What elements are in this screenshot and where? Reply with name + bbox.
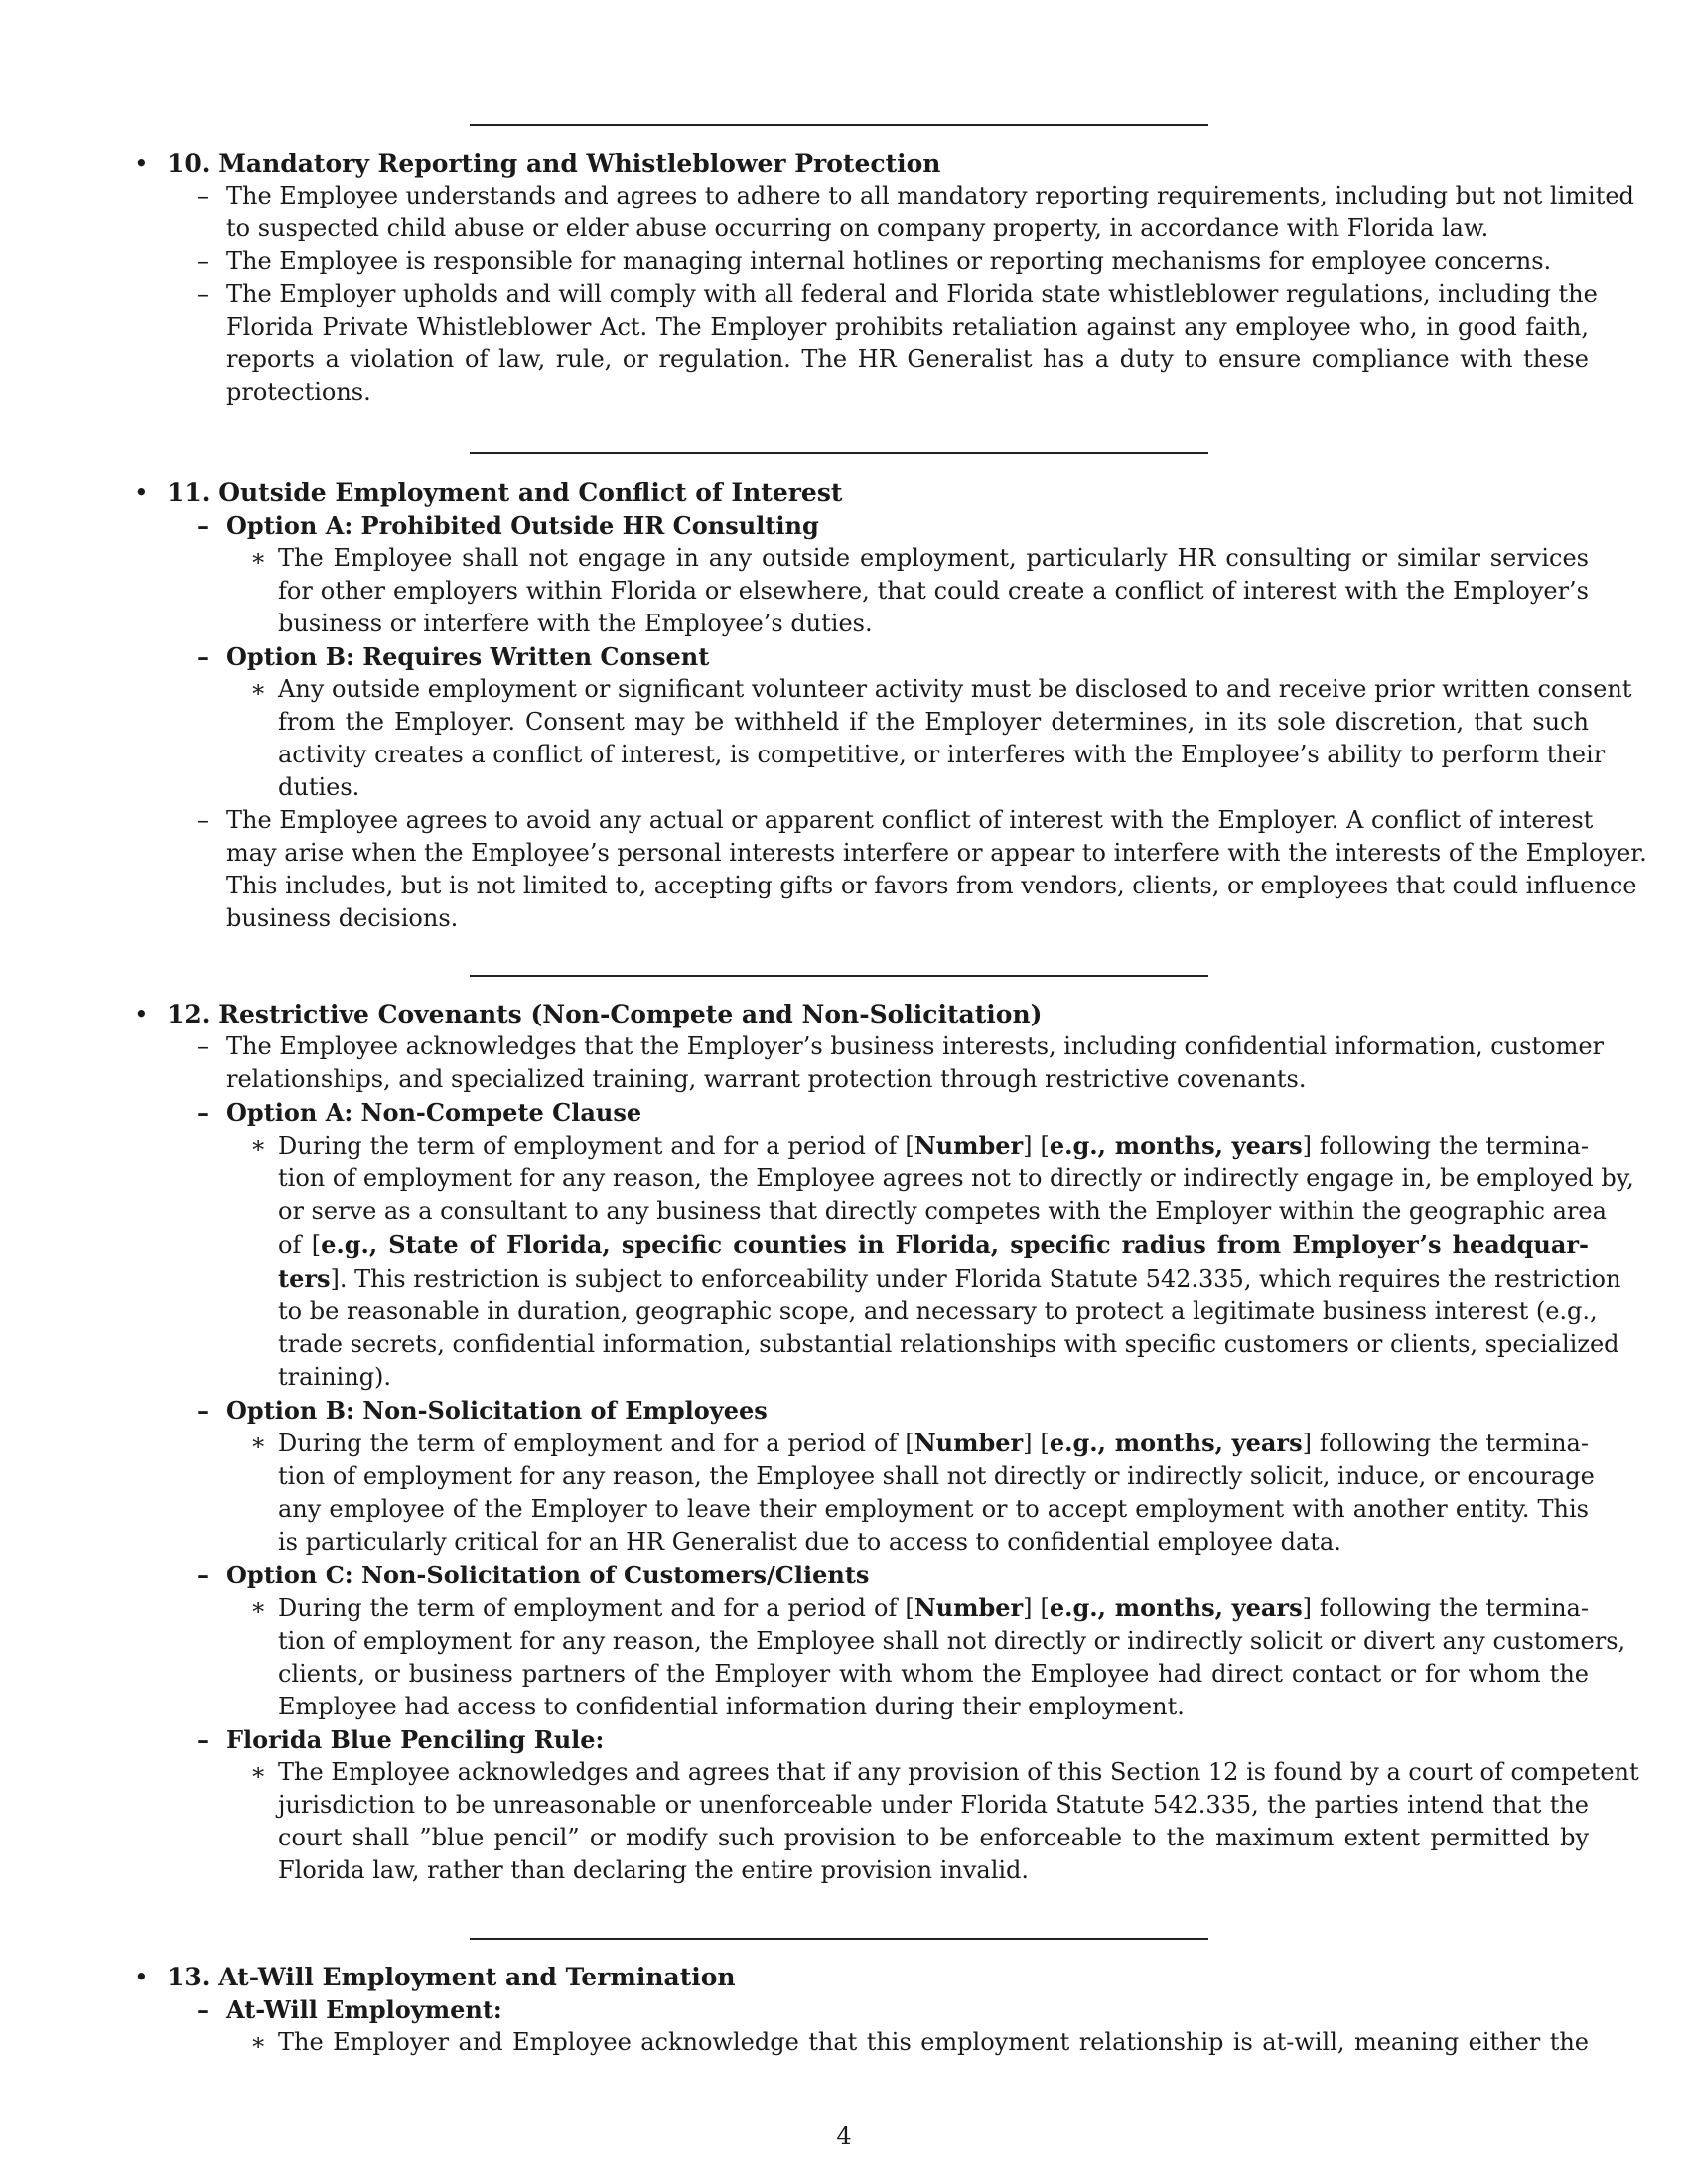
placeholder-area: e.g., State of Florida, specific counties in Florida, specific radius from Employer’s headquar- [321,1230,1589,1259]
option-heading: – Option B: Non-Solicitation of Employees [197,1396,768,1425]
sub-item: ∗ During the term of employment and for a period of [Number] [e.g., months, years] following the termina- tion of employment for any reason, the Employee shall not directly or indirectly solicit, induce, or encourage any employee of the Employer to leave their employment or to accept employment with another entity. This is particularly critical for an HR Generalist due to access to confidential employee data. [250,1429,1595,1556]
page-number: 4 [836,2122,852,2150]
bullet-icon: • [134,149,149,178]
dash-icon: – [197,511,209,540]
option-heading: – Option A: Prohibited Outside HR Consulting [197,511,819,540]
section-divider [470,975,1208,977]
section-heading: • 13. At-Will Employment and Termination [134,1963,736,1991]
list-item: – The Employee is responsible for managing internal hotlines or reporting mechanisms for employee concerns. [119,245,1589,278]
dash-icon: – [197,1725,209,1754]
section-heading: • 12. Restrictive Covenants (Non-Compete and Non-Solicitation) [134,1000,1043,1028]
bullet-icon: • [134,1963,149,1991]
bullet-icon: • [134,478,149,507]
dash-icon: – [197,1098,209,1127]
section-11 [119,477,1647,935]
list-item: – The Employee understands and agrees to adhere to all mandatory reporting requirements, including but not limited to suspected child abuse or elder abuse occurring on company property, in accordance with Florida law. [197,182,1634,242]
dash-icon: – [197,1995,209,2024]
asterisk-icon: ∗ [250,675,267,703]
dash-icon: – [197,1032,209,1060]
sub-item: ∗ The Employee shall not engage in any outside employment, particularly HR consulting or similar services for other employers within Florida or elsewhere, that could create a conflict of interest with the Employer’s business or interfere with the Employee’s duties. [250,544,1589,637]
asterisk-icon: ∗ [250,1593,267,1621]
asterisk-icon: ∗ [250,1429,267,1456]
asterisk-icon: ∗ [250,2028,267,2056]
sub-item: ∗ During the term of employment and for a period of [Number] [e.g., months, years] following the termina- tion of employment for any reason, the Employee shall not directly or indirectly solicit or divert any customers, clients, or business partners of the Employer with whom the Employee had direct contact or for whom the Employee had access to confidential information during their employment. [250,1593,1626,1720]
option-heading: – Florida Blue Penciling Rule: [197,1725,605,1754]
section-10 [119,147,1634,409]
dash-icon: – [197,642,209,671]
sub-item: ∗ Any outside employment or significant volunteer activity must be disclosed to and receive prior written consent from the Employer. Consent may be withheld if the Employer determines, in its sole discretion, that such activity creates a conflict of interest, is competitive, or interferes with the Employee’s ability to perform their duties. [250,675,1632,801]
dash-icon: – [197,182,209,209]
section-heading: • 10. Mandatory Reporting and Whistleblower Protection [134,149,941,178]
placeholder-duration: e.g., months, years [1049,1593,1303,1622]
dash-icon: – [197,806,209,834]
section-12 [119,998,1639,1887]
asterisk-icon: ∗ [250,1131,267,1159]
placeholder-number: Number [914,1131,1024,1160]
sub-item: ∗ During the term of employment and for a period of [Number] [e.g., months, years] following the termina- tion of employment for any reason, the Employee agrees not to directly or indirectly engage in, be employed by, or serve as a consultant to any business that directly competes with the Employer within the geographic area of [e.g., State of Florida, specific counties in Florida, specific radius from Employer’s headquar- ters]. This restriction is subject to enforceability under Florida Statute 542.335, which requires the restriction to be reasonable in duration, geographic scope, and necessary to protect a legitimate business interest (e.g., trade secrets, confidential information, substantial relationships with specific customers or clients, specialized training). [250,1131,1634,1391]
section-divider [470,124,1208,126]
option-heading: – Option C: Non-Solicitation of Customers/Clients [197,1561,870,1589]
asterisk-icon: ∗ [250,544,267,572]
list-item: – The Employee acknowledges that the Employer’s business interests, including confidential information, customer relationships, and specialized training, warrant protection through restrictive covenants. [197,1032,1605,1093]
section-divider [470,452,1208,454]
sub-item: ∗ The Employee acknowledges and agrees that if any provision of this Section 12 is found by a court of competent jurisdiction to be unreasonable or unenforceable under Florida Statute 542.335, the parties intend that the court shall ”blue pencil” or modify such provision to be enforceable to the maximum extent permitted by Florida law, rather than declaring the entire provision invalid. [250,1758,1639,1884]
placeholder-duration: e.g., months, years [1049,1131,1303,1160]
section-divider [470,1938,1208,1940]
option-heading: – Option A: Non-Compete Clause [197,1098,642,1127]
option-heading: – Option B: Requires Written Consent [197,642,710,671]
dash-icon: – [197,1396,209,1425]
placeholder-number: Number [914,1593,1024,1622]
dash-icon: – [197,1561,209,1589]
dash-icon: – [197,247,209,275]
list-item: – The Employer upholds and will comply with all federal and Florida state whistleblower regulations, including the Florida Private Whistleblower Act. The Employer prohibits retaliation against any employee who, in good faith, reports a violation of law, rule, or regulation. The HR Generalist has a duty to ensure compliance with these protections. [197,280,1598,406]
sub-item: ∗ The Employer and Employee acknowledge that this employment relationship is at-will, meaning either the [119,2026,1589,2059]
section-heading: • 11. Outside Employment and Conflict of Interest [134,478,843,507]
dash-icon: – [197,280,209,308]
asterisk-icon: ∗ [250,1758,267,1786]
bullet-icon: • [134,1000,149,1028]
list-item: – The Employee agrees to avoid any actual or apparent conflict of interest with the Employer. A conflict of interest may arise when the Employee’s personal interests interfere or appear to interfere with the interests of the Employer. This includes, but is not limited to, accepting gifts or favors from vendors, clients, or employees that could influence business decisions. [197,806,1647,932]
section-13 [119,1961,1589,2059]
placeholder-duration: e.g., months, years [1049,1429,1303,1457]
placeholder-number: Number [914,1429,1024,1457]
option-heading: – At-Will Employment: [197,1995,502,2024]
